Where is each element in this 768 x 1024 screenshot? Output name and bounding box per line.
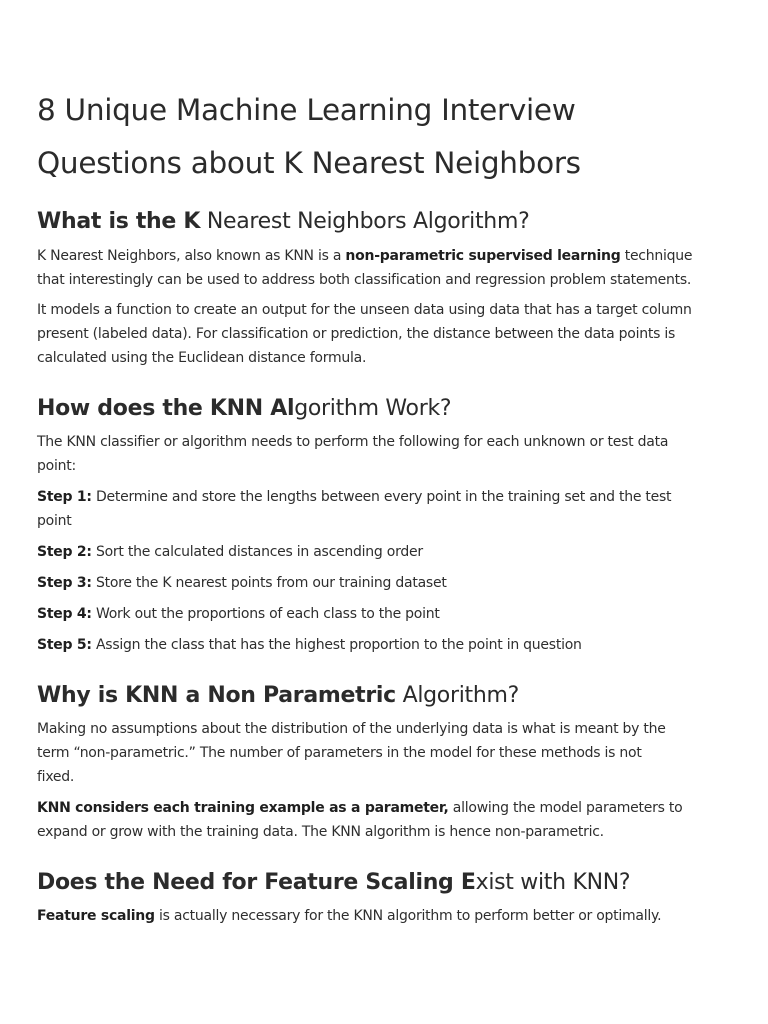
step-label: Step 3: — [37, 575, 92, 591]
section-heading-how-knn-works — [37, 394, 731, 424]
text-run: K Nearest Neighbors, also known as KNN is a — [37, 248, 346, 264]
section-heading-what-is-knn — [37, 207, 731, 237]
text-line: Making no assumptions about the distribution of the underlying data is what is meant by the — [37, 721, 666, 737]
step-text: point — [37, 513, 72, 529]
heading-regular-part: gorithm Work? — [294, 396, 452, 421]
paragraph-steps-intro — [37, 430, 731, 478]
text-line: It models a function to create an output for the unseen data using data that has a target column — [37, 302, 692, 318]
section-heading-feature-scaling — [37, 868, 731, 898]
heading-bold-part: How does the KNN Al — [37, 396, 295, 421]
heading-regular-part: Algorithm? — [395, 683, 519, 708]
text-line: expand or grow with the training data. The KNN algorithm is hence non-parametric. — [37, 824, 604, 840]
title-line-2: Questions about K Nearest Neighbors — [37, 146, 581, 180]
article-title — [37, 84, 731, 190]
step-label: Step 1: — [37, 489, 92, 505]
step-4 — [37, 602, 731, 626]
step-text: Sort the calculated distances in ascending order — [91, 544, 423, 560]
step-5 — [37, 633, 731, 657]
step-2 — [37, 540, 731, 564]
step-label: Step 2: — [37, 544, 92, 560]
step-text: Determine and store the lengths between every point in the training set and the test — [91, 489, 672, 505]
paragraph-feature-scaling — [37, 904, 731, 928]
step-text: Work out the proportions of each class to the point — [91, 606, 440, 622]
heading-bold-part: What is the K — [37, 209, 201, 234]
heading-bold-part: Does the Need for Feature Scaling E — [37, 870, 476, 895]
bold-term: KNN considers each training example as a parameter, — [37, 800, 449, 816]
heading-regular-part: Nearest Neighbors Algorithm? — [200, 209, 530, 234]
step-text: Store the K nearest points from our training dataset — [91, 575, 447, 591]
text-run: technique — [620, 248, 693, 264]
section-heading-why-non-parametric — [37, 681, 731, 711]
text-line: that interestingly can be used to address both classification and regression problem statements. — [37, 272, 692, 288]
paragraph-knn-model — [37, 298, 731, 370]
heading-regular-part: xist with KNN? — [475, 870, 631, 895]
text-line: The KNN classifier or algorithm needs to perform the following for each unknown or test data — [37, 434, 669, 450]
step-1 — [37, 485, 731, 533]
paragraph-knn-definition — [37, 244, 731, 292]
text-line: point: — [37, 458, 76, 474]
bold-term: Feature scaling — [37, 908, 155, 924]
heading-bold-part: Why is KNN a Non Parametric — [37, 683, 396, 708]
text-line: term “non-parametric.” The number of parameters in the model for these methods is not — [37, 745, 642, 761]
step-label: Step 5: — [37, 637, 92, 653]
text-line: fixed. — [37, 769, 75, 785]
paragraph-non-parametric-meaning — [37, 717, 731, 789]
paragraph-knn-parameters — [37, 796, 731, 844]
text-run: allowing the model parameters to — [448, 800, 683, 816]
step-3 — [37, 571, 731, 595]
text-line: calculated using the Euclidean distance formula. — [37, 350, 367, 366]
bold-term: non-parametric supervised learning — [345, 248, 621, 264]
step-text: Assign the class that has the highest proportion to the point in question — [91, 637, 582, 653]
title-line-1: 8 Unique Machine Learning Interview — [37, 93, 576, 127]
text-run: is actually necessary for the KNN algorithm to perform better or optimally. — [154, 908, 662, 924]
text-line: present (labeled data). For classification or prediction, the distance between the data points is — [37, 326, 676, 342]
step-label: Step 4: — [37, 606, 92, 622]
